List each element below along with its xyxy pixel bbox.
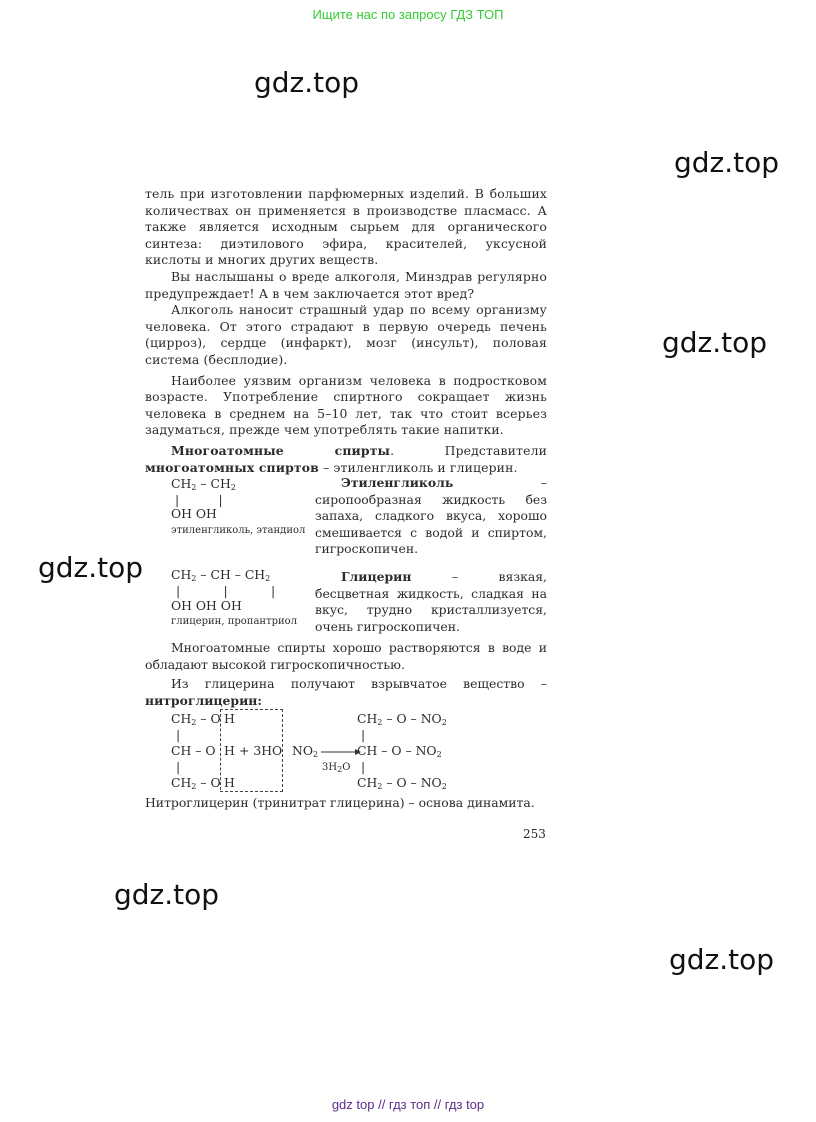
reagent: + 3HO <box>239 743 283 758</box>
text: – этиленгликоль и глицерин. <box>318 459 518 475</box>
paragraph: Вы наслышаны о вреде алкоголя, Минздрав регулярно предупреждает! А в чем заключается этот вред? <box>145 268 547 301</box>
hydroxyl-line: OH OH <box>171 506 217 521</box>
product-line: $CH_2$ – O – $NO_2$ <box>357 775 447 791</box>
textbook-page-text <box>145 186 547 476</box>
page-number: 253 <box>523 827 546 841</box>
text: Из глицерина получают взрывчатое вещество – <box>171 676 547 691</box>
term: нитроглицерин: <box>145 692 262 708</box>
text: – вязкая, бесцветная жидкость, сладкая на вкус, трудно кристаллизуется, очень гигроскопичен. <box>315 569 547 634</box>
dashed-box-edge <box>220 709 221 790</box>
reaction-arrow <box>321 748 361 756</box>
dashed-box <box>220 709 283 792</box>
hydrogen: H <box>224 743 235 758</box>
watermark: gdz.top <box>674 146 780 179</box>
formula-caption: глицерин, пропантриол <box>171 616 298 627</box>
term: Этиленгликоль <box>341 475 454 490</box>
hydroxyl-line: OH OH OH <box>171 598 242 613</box>
watermark: gdz.top <box>662 326 768 359</box>
paragraph: Наиболее уязвим организм человека в подростковом возрасте. Употребление спиртного сокращает жизнь человека в среднем на 5–10 лет, так что стоит всерьез задуматься, прежде чем употреблять такие напитки. <box>145 372 547 438</box>
paragraph: Алкоголь наносит страшный удар по всему организму человека. От этого страдают в первую очередь печень (цирроз), сердце (инфаркт), мозг (инсульт), половая система (бесплодие). <box>145 302 547 367</box>
watermark: gdz.top <box>669 943 775 976</box>
formula-line: $CH_2 - CH_2$ <box>171 476 236 492</box>
ethylene-glycol-description <box>315 475 547 558</box>
paragraph-polyatomic-alcohols <box>145 443 547 476</box>
bond-line: | <box>361 727 366 742</box>
paragraph-dynamite: Нитроглицерин (тринитрат глицерина) – основа динамита. <box>145 795 535 810</box>
product-line: $CH_2$ – O – $NO_2$ <box>357 711 447 727</box>
reactant-line: CH – O <box>171 743 216 758</box>
watermark: gdz.top <box>254 66 360 99</box>
nitro-group: $NO_2$ <box>292 743 319 759</box>
glycerol-description <box>315 569 547 635</box>
footer-links[interactable]: gdz top // гдз топ // гдз top <box>331 1097 485 1112</box>
term: многоатомных спиртов <box>145 459 319 475</box>
bond-line: | <box>176 727 181 742</box>
text: . Представители <box>390 442 547 458</box>
formula-caption: этиленгликоль, этандиол <box>171 525 306 536</box>
byproduct-water: $3H_2O$ <box>322 762 351 774</box>
bond-line: | <box>176 759 181 774</box>
paragraph-nitroglycerin <box>145 676 547 709</box>
reactant-line: $CH_2$ – O <box>171 775 221 791</box>
watermark: gdz.top <box>38 551 144 584</box>
hydrogen: H <box>224 711 235 726</box>
formula-line: $CH_2$ – CH – $CH_2$ <box>171 567 271 583</box>
term: Многоатомные спирты <box>171 442 391 458</box>
paragraph: тель при изготовлении парфюмерных изделий. В больших количествах он применяется в производстве пласмасс. А также является исходным сырьем для органического синтеза: диэтилового эфира, красителей, уксусной кислоты и многих других веществ. <box>145 186 547 268</box>
search-hint-link[interactable]: Ищите нас по запросу ГДЗ ТОП <box>312 7 504 22</box>
hydrogen: H <box>224 775 235 790</box>
bond-line: | | | <box>176 583 276 598</box>
text: – сиропообразная жидкость без запаха, сладкого вкуса, хорошо смешивается с водой и спиртом, гигроскопичен. <box>315 475 547 557</box>
bond-line: | <box>361 759 366 774</box>
paragraph: Многоатомные спирты хорошо растворяются в воде и обладают высокой гигроскопичностью. <box>145 640 547 672</box>
watermark: gdz.top <box>114 878 220 911</box>
bond-line: | | <box>175 492 223 507</box>
reactant-line: $CH_2$ – O <box>171 711 221 727</box>
term: Глицерин <box>341 569 412 584</box>
product-line: CH – O – $NO_2$ <box>357 743 442 759</box>
